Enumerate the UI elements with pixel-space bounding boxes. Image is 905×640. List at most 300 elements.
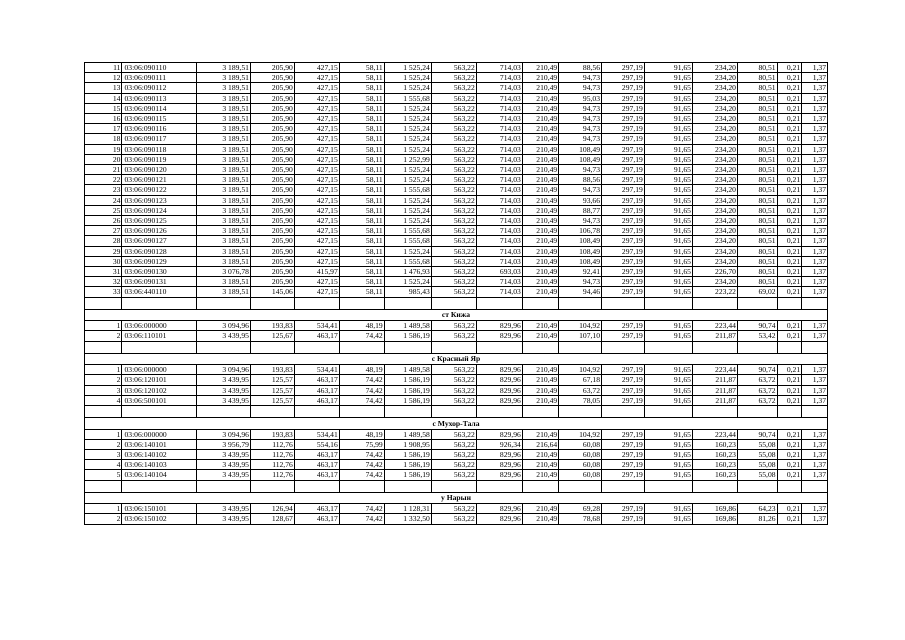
value-cell: 563,22 bbox=[431, 154, 476, 164]
row-number: 16 bbox=[85, 114, 122, 124]
value-cell: 714,03 bbox=[476, 185, 522, 195]
value-cell: 297,19 bbox=[602, 216, 645, 226]
value-cell: 205,90 bbox=[250, 144, 294, 154]
value-cell: 297,19 bbox=[602, 439, 645, 449]
value-cell: 463,17 bbox=[294, 450, 339, 460]
value-cell: 234,20 bbox=[692, 226, 737, 236]
value-cell: 128,67 bbox=[250, 514, 294, 524]
value-cell: 75,99 bbox=[339, 439, 384, 449]
table-row bbox=[85, 277, 828, 287]
section-title: у Нарын bbox=[85, 492, 828, 504]
value-cell: 3 094,96 bbox=[197, 429, 251, 439]
empty-cell bbox=[339, 406, 384, 418]
value-cell: 1,37 bbox=[802, 321, 828, 331]
value-cell: 91,65 bbox=[644, 267, 692, 277]
empty-cell bbox=[644, 480, 692, 492]
value-cell: 60,08 bbox=[559, 460, 602, 470]
value-cell: 223,44 bbox=[692, 429, 737, 439]
table-row bbox=[85, 504, 828, 514]
value-cell: 234,20 bbox=[692, 256, 737, 266]
value-cell: 74,42 bbox=[339, 450, 384, 460]
value-cell: 91,65 bbox=[644, 287, 692, 297]
value-cell: 297,19 bbox=[602, 267, 645, 277]
value-cell: 563,22 bbox=[431, 73, 476, 83]
empty-cell bbox=[431, 341, 476, 353]
value-cell: 1 489,58 bbox=[384, 321, 431, 331]
value-cell: 126,94 bbox=[250, 504, 294, 514]
value-cell: 1 555,68 bbox=[384, 236, 431, 246]
value-cell: 91,65 bbox=[644, 375, 692, 385]
value-cell: 210,49 bbox=[522, 331, 558, 341]
value-cell: 297,19 bbox=[602, 114, 645, 124]
value-cell: 55,08 bbox=[737, 460, 777, 470]
value-cell: 0,21 bbox=[777, 63, 802, 73]
value-cell: 91,65 bbox=[644, 439, 692, 449]
value-cell: 563,22 bbox=[431, 124, 476, 134]
empty-cell bbox=[559, 341, 602, 353]
value-cell: 210,49 bbox=[522, 124, 558, 134]
value-cell: 211,87 bbox=[692, 385, 737, 395]
empty-cell bbox=[250, 297, 294, 309]
empty-cell bbox=[644, 297, 692, 309]
value-cell: 58,11 bbox=[339, 236, 384, 246]
empty-cell bbox=[522, 480, 558, 492]
empty-cell bbox=[777, 297, 802, 309]
value-cell: 563,22 bbox=[431, 450, 476, 460]
value-cell: 297,19 bbox=[602, 450, 645, 460]
value-cell: 234,20 bbox=[692, 114, 737, 124]
value-cell: 714,03 bbox=[476, 277, 522, 287]
value-cell: 714,03 bbox=[476, 246, 522, 256]
empty-cell bbox=[431, 297, 476, 309]
value-cell: 714,03 bbox=[476, 83, 522, 93]
value-cell: 297,19 bbox=[602, 205, 645, 215]
value-cell: 234,20 bbox=[692, 246, 737, 256]
value-cell: 80,51 bbox=[737, 83, 777, 93]
value-cell: 563,22 bbox=[431, 195, 476, 205]
value-cell: 74,42 bbox=[339, 460, 384, 470]
value-cell: 91,65 bbox=[644, 93, 692, 103]
value-cell: 0,21 bbox=[777, 287, 802, 297]
value-cell: 80,51 bbox=[737, 175, 777, 185]
value-cell: 297,19 bbox=[602, 144, 645, 154]
value-cell: 427,15 bbox=[294, 124, 339, 134]
cadastral-code: 03:06:090111 bbox=[122, 73, 197, 83]
row-number: 18 bbox=[85, 134, 122, 144]
value-cell: 829,96 bbox=[476, 375, 522, 385]
value-cell: 563,22 bbox=[431, 236, 476, 246]
value-cell: 427,15 bbox=[294, 185, 339, 195]
value-cell: 91,65 bbox=[644, 83, 692, 93]
value-cell: 216,64 bbox=[522, 439, 558, 449]
row-number: 31 bbox=[85, 267, 122, 277]
cadastral-code: 03:06:120102 bbox=[122, 385, 197, 395]
value-cell: 563,22 bbox=[431, 470, 476, 480]
value-cell: 1,37 bbox=[802, 124, 828, 134]
value-cell: 3 189,51 bbox=[197, 93, 251, 103]
value-cell: 80,51 bbox=[737, 114, 777, 124]
value-cell: 0,21 bbox=[777, 73, 802, 83]
value-cell: 234,20 bbox=[692, 63, 737, 73]
value-cell: 160,23 bbox=[692, 439, 737, 449]
value-cell: 1 555,68 bbox=[384, 226, 431, 236]
table-row bbox=[85, 365, 828, 375]
value-cell: 3 189,51 bbox=[197, 185, 251, 195]
value-cell: 0,21 bbox=[777, 185, 802, 195]
value-cell: 205,90 bbox=[250, 277, 294, 287]
value-cell: 554,16 bbox=[294, 439, 339, 449]
cadastral-code: 03:06:090127 bbox=[122, 236, 197, 246]
value-cell: 234,20 bbox=[692, 93, 737, 103]
value-cell: 94,73 bbox=[559, 114, 602, 124]
row-number: 13 bbox=[85, 83, 122, 93]
value-cell: 91,65 bbox=[644, 216, 692, 226]
value-cell: 78,05 bbox=[559, 395, 602, 405]
value-cell: 297,19 bbox=[602, 429, 645, 439]
value-cell: 297,19 bbox=[602, 460, 645, 470]
value-cell: 1,37 bbox=[802, 267, 828, 277]
cadastral-code: 03:06:090120 bbox=[122, 165, 197, 175]
value-cell: 108,49 bbox=[559, 154, 602, 164]
value-cell: 0,21 bbox=[777, 331, 802, 341]
value-cell: 0,21 bbox=[777, 216, 802, 226]
value-cell: 563,22 bbox=[431, 429, 476, 439]
value-cell: 1 525,24 bbox=[384, 175, 431, 185]
cadastral-code: 03:06:090124 bbox=[122, 205, 197, 215]
value-cell: 0,21 bbox=[777, 236, 802, 246]
empty-cell bbox=[777, 480, 802, 492]
value-cell: 1,37 bbox=[802, 439, 828, 449]
value-cell: 210,49 bbox=[522, 205, 558, 215]
spacer-row bbox=[85, 297, 828, 309]
value-cell: 463,17 bbox=[294, 460, 339, 470]
value-cell: 1,37 bbox=[802, 195, 828, 205]
value-cell: 210,49 bbox=[522, 470, 558, 480]
value-cell: 60,08 bbox=[559, 439, 602, 449]
empty-cell bbox=[384, 297, 431, 309]
value-cell: 80,51 bbox=[737, 277, 777, 287]
cadastral-code: 03:06:090122 bbox=[122, 185, 197, 195]
value-cell: 210,49 bbox=[522, 93, 558, 103]
value-cell: 210,49 bbox=[522, 175, 558, 185]
cadastral-code: 03:06:090117 bbox=[122, 134, 197, 144]
empty-cell bbox=[85, 297, 122, 309]
value-cell: 3 439,95 bbox=[197, 514, 251, 524]
value-cell: 1,37 bbox=[802, 395, 828, 405]
value-cell: 1 525,24 bbox=[384, 73, 431, 83]
value-cell: 58,11 bbox=[339, 277, 384, 287]
table-row bbox=[85, 154, 828, 164]
value-cell: 80,51 bbox=[737, 63, 777, 73]
value-cell: 0,21 bbox=[777, 246, 802, 256]
value-cell: 3 189,51 bbox=[197, 165, 251, 175]
value-cell: 1,37 bbox=[802, 216, 828, 226]
value-cell: 80,51 bbox=[737, 154, 777, 164]
value-cell: 80,51 bbox=[737, 185, 777, 195]
value-cell: 1,37 bbox=[802, 134, 828, 144]
value-cell: 125,57 bbox=[250, 385, 294, 395]
value-cell: 1,37 bbox=[802, 103, 828, 113]
value-cell: 1 252,99 bbox=[384, 154, 431, 164]
value-cell: 297,19 bbox=[602, 63, 645, 73]
value-cell: 1,37 bbox=[802, 114, 828, 124]
value-cell: 55,08 bbox=[737, 470, 777, 480]
value-cell: 563,22 bbox=[431, 93, 476, 103]
value-cell: 0,21 bbox=[777, 375, 802, 385]
table-row bbox=[85, 460, 828, 470]
value-cell: 1 586,19 bbox=[384, 460, 431, 470]
value-cell: 234,20 bbox=[692, 73, 737, 83]
value-cell: 1 332,50 bbox=[384, 514, 431, 524]
value-cell: 0,21 bbox=[777, 83, 802, 93]
row-number: 2 bbox=[85, 514, 122, 524]
value-cell: 226,70 bbox=[692, 267, 737, 277]
value-cell: 3 189,51 bbox=[197, 216, 251, 226]
value-cell: 714,03 bbox=[476, 256, 522, 266]
value-cell: 58,11 bbox=[339, 73, 384, 83]
value-cell: 1,37 bbox=[802, 450, 828, 460]
value-cell: 427,15 bbox=[294, 93, 339, 103]
value-cell: 427,15 bbox=[294, 205, 339, 215]
value-cell: 234,20 bbox=[692, 124, 737, 134]
value-cell: 297,19 bbox=[602, 236, 645, 246]
cadastral-code: 03:06:140103 bbox=[122, 460, 197, 470]
table-row bbox=[85, 134, 828, 144]
value-cell: 58,11 bbox=[339, 267, 384, 277]
empty-cell bbox=[197, 480, 251, 492]
value-cell: 91,65 bbox=[644, 321, 692, 331]
empty-cell bbox=[476, 406, 522, 418]
value-cell: 0,21 bbox=[777, 195, 802, 205]
value-cell: 3 189,51 bbox=[197, 256, 251, 266]
value-cell: 1 525,24 bbox=[384, 246, 431, 256]
value-cell: 0,21 bbox=[777, 365, 802, 375]
row-number: 29 bbox=[85, 246, 122, 256]
value-cell: 58,11 bbox=[339, 93, 384, 103]
value-cell: 80,51 bbox=[737, 103, 777, 113]
value-cell: 3 439,95 bbox=[197, 460, 251, 470]
value-cell: 0,21 bbox=[777, 450, 802, 460]
value-cell: 91,65 bbox=[644, 470, 692, 480]
value-cell: 125,67 bbox=[250, 331, 294, 341]
value-cell: 714,03 bbox=[476, 144, 522, 154]
value-cell: 53,42 bbox=[737, 331, 777, 341]
value-cell: 3 439,95 bbox=[197, 395, 251, 405]
value-cell: 563,22 bbox=[431, 205, 476, 215]
value-cell: 80,51 bbox=[737, 226, 777, 236]
value-cell: 463,17 bbox=[294, 514, 339, 524]
value-cell: 112,76 bbox=[250, 470, 294, 480]
row-number: 15 bbox=[85, 103, 122, 113]
value-cell: 427,15 bbox=[294, 114, 339, 124]
row-number: 28 bbox=[85, 236, 122, 246]
value-cell: 74,42 bbox=[339, 331, 384, 341]
value-cell: 1 525,24 bbox=[384, 195, 431, 205]
value-cell: 80,51 bbox=[737, 256, 777, 266]
cadastral-code: 03:06:140102 bbox=[122, 450, 197, 460]
value-cell: 297,19 bbox=[602, 226, 645, 236]
value-cell: 563,22 bbox=[431, 83, 476, 93]
value-cell: 58,11 bbox=[339, 226, 384, 236]
section-header-row bbox=[85, 353, 828, 365]
value-cell: 427,15 bbox=[294, 175, 339, 185]
cadastral-code: 03:06:090130 bbox=[122, 267, 197, 277]
value-cell: 3 189,51 bbox=[197, 73, 251, 83]
value-cell: 91,65 bbox=[644, 134, 692, 144]
value-cell: 234,20 bbox=[692, 205, 737, 215]
empty-cell bbox=[384, 480, 431, 492]
value-cell: 92,41 bbox=[559, 267, 602, 277]
value-cell: 64,23 bbox=[737, 504, 777, 514]
empty-cell bbox=[777, 406, 802, 418]
table-row bbox=[85, 385, 828, 395]
table-row bbox=[85, 450, 828, 460]
value-cell: 297,19 bbox=[602, 321, 645, 331]
empty-cell bbox=[692, 480, 737, 492]
value-cell: 93,66 bbox=[559, 195, 602, 205]
value-cell: 91,65 bbox=[644, 205, 692, 215]
value-cell: 210,49 bbox=[522, 114, 558, 124]
value-cell: 563,22 bbox=[431, 216, 476, 226]
value-cell: 714,03 bbox=[476, 226, 522, 236]
value-cell: 91,65 bbox=[644, 429, 692, 439]
value-cell: 91,65 bbox=[644, 277, 692, 287]
value-cell: 69,28 bbox=[559, 504, 602, 514]
value-cell: 3 439,95 bbox=[197, 385, 251, 395]
value-cell: 0,21 bbox=[777, 385, 802, 395]
value-cell: 210,49 bbox=[522, 103, 558, 113]
value-cell: 91,65 bbox=[644, 385, 692, 395]
value-cell: 563,22 bbox=[431, 331, 476, 341]
value-cell: 3 076,78 bbox=[197, 267, 251, 277]
value-cell: 210,49 bbox=[522, 63, 558, 73]
value-cell: 63,72 bbox=[737, 395, 777, 405]
value-cell: 104,92 bbox=[559, 365, 602, 375]
value-cell: 829,96 bbox=[476, 460, 522, 470]
value-cell: 3 189,51 bbox=[197, 287, 251, 297]
row-number: 2 bbox=[85, 331, 122, 341]
empty-cell bbox=[522, 297, 558, 309]
value-cell: 463,17 bbox=[294, 504, 339, 514]
value-cell: 427,15 bbox=[294, 195, 339, 205]
value-cell: 297,19 bbox=[602, 246, 645, 256]
value-cell: 106,78 bbox=[559, 226, 602, 236]
empty-cell bbox=[250, 341, 294, 353]
table-row bbox=[85, 331, 828, 341]
value-cell: 714,03 bbox=[476, 114, 522, 124]
table-row bbox=[85, 103, 828, 113]
value-cell: 210,49 bbox=[522, 73, 558, 83]
empty-cell bbox=[339, 297, 384, 309]
value-cell: 0,21 bbox=[777, 504, 802, 514]
value-cell: 205,90 bbox=[250, 103, 294, 113]
value-cell: 169,86 bbox=[692, 504, 737, 514]
value-cell: 205,90 bbox=[250, 165, 294, 175]
empty-cell bbox=[85, 480, 122, 492]
value-cell: 463,17 bbox=[294, 470, 339, 480]
value-cell: 297,19 bbox=[602, 385, 645, 395]
value-cell: 91,65 bbox=[644, 246, 692, 256]
value-cell: 1 525,24 bbox=[384, 114, 431, 124]
value-cell: 80,51 bbox=[737, 205, 777, 215]
value-cell: 234,20 bbox=[692, 216, 737, 226]
value-cell: 3 956,79 bbox=[197, 439, 251, 449]
cadastral-code: 03:06:120101 bbox=[122, 375, 197, 385]
value-cell: 205,90 bbox=[250, 267, 294, 277]
value-cell: 210,49 bbox=[522, 134, 558, 144]
row-number: 2 bbox=[85, 439, 122, 449]
empty-cell bbox=[644, 341, 692, 353]
value-cell: 563,22 bbox=[431, 395, 476, 405]
value-cell: 91,65 bbox=[644, 331, 692, 341]
value-cell: 94,73 bbox=[559, 216, 602, 226]
value-cell: 80,51 bbox=[737, 93, 777, 103]
value-cell: 210,49 bbox=[522, 144, 558, 154]
value-cell: 563,22 bbox=[431, 321, 476, 331]
value-cell: 210,49 bbox=[522, 267, 558, 277]
value-cell: 1,37 bbox=[802, 185, 828, 195]
value-cell: 91,65 bbox=[644, 154, 692, 164]
value-cell: 91,65 bbox=[644, 103, 692, 113]
value-cell: 427,15 bbox=[294, 103, 339, 113]
value-cell: 297,19 bbox=[602, 73, 645, 83]
cadastral-code: 03:06:090119 bbox=[122, 154, 197, 164]
value-cell: 563,22 bbox=[431, 385, 476, 395]
value-cell: 829,96 bbox=[476, 365, 522, 375]
value-cell: 1,37 bbox=[802, 429, 828, 439]
value-cell: 94,73 bbox=[559, 165, 602, 175]
empty-cell bbox=[476, 297, 522, 309]
row-number: 24 bbox=[85, 195, 122, 205]
value-cell: 160,23 bbox=[692, 450, 737, 460]
cadastral-code: 03:06:150102 bbox=[122, 514, 197, 524]
value-cell: 205,90 bbox=[250, 246, 294, 256]
table-row bbox=[85, 470, 828, 480]
value-cell: 88,56 bbox=[559, 175, 602, 185]
row-number: 22 bbox=[85, 175, 122, 185]
value-cell: 427,15 bbox=[294, 165, 339, 175]
value-cell: 234,20 bbox=[692, 103, 737, 113]
value-cell: 210,49 bbox=[522, 83, 558, 93]
value-cell: 1 586,19 bbox=[384, 375, 431, 385]
value-cell: 0,21 bbox=[777, 144, 802, 154]
value-cell: 94,46 bbox=[559, 287, 602, 297]
empty-cell bbox=[602, 480, 645, 492]
row-number: 1 bbox=[85, 504, 122, 514]
value-cell: 534,41 bbox=[294, 321, 339, 331]
value-cell: 58,11 bbox=[339, 63, 384, 73]
empty-cell bbox=[122, 297, 197, 309]
value-cell: 91,65 bbox=[644, 450, 692, 460]
value-cell: 714,03 bbox=[476, 63, 522, 73]
value-cell: 1 476,93 bbox=[384, 267, 431, 277]
value-cell: 211,87 bbox=[692, 375, 737, 385]
value-cell: 210,49 bbox=[522, 246, 558, 256]
value-cell: 463,17 bbox=[294, 375, 339, 385]
value-cell: 80,51 bbox=[737, 246, 777, 256]
value-cell: 81,26 bbox=[737, 514, 777, 524]
empty-cell bbox=[339, 480, 384, 492]
value-cell: 1 586,19 bbox=[384, 385, 431, 395]
value-cell: 415,97 bbox=[294, 267, 339, 277]
value-cell: 0,21 bbox=[777, 267, 802, 277]
value-cell: 94,73 bbox=[559, 73, 602, 83]
value-cell: 210,49 bbox=[522, 154, 558, 164]
table-row bbox=[85, 114, 828, 124]
empty-cell bbox=[802, 406, 828, 418]
cadastral-code: 03:06:440110 bbox=[122, 287, 197, 297]
value-cell: 297,19 bbox=[602, 514, 645, 524]
